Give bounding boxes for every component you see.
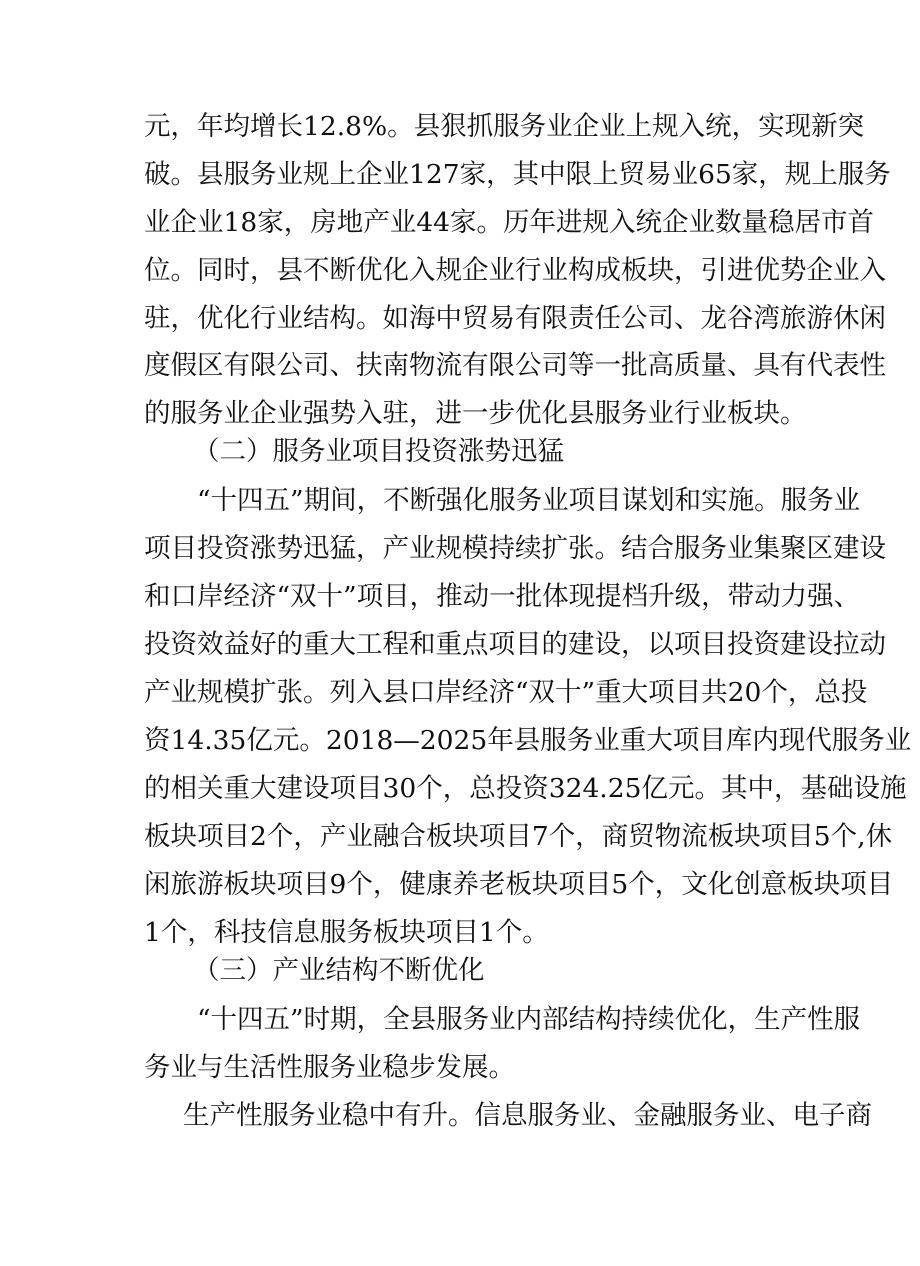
text-line: 破。县服务业规上企业127家，其中限上贸易业65家，规上服务	[144, 159, 891, 190]
text-line: 业企业18家，房地产业44家。历年进规入统企业数量稳居市首	[144, 207, 874, 238]
text-line: 和口岸经济“双十”项目，推动一批体现提档升级，带动力强、	[144, 581, 861, 612]
text-line: 资14.35亿元。2018—2025年县服务业重大项目库内现代服务业	[144, 725, 912, 756]
text-line: 产业规模扩张。列入县口岸经济“双十”重大项目共20个，总投	[144, 677, 868, 708]
text-line: 的相关重大建设项目30个，总投资324.25亿元。其中，基础设施	[144, 773, 907, 804]
text-line: 驻，优化行业结构。如海中贸易有限责任公司、龙谷湾旅游休闲	[144, 303, 886, 334]
text-line: “十四五”期间，不断强化服务业项目谋划和实施。服务业	[197, 485, 861, 516]
text-line: 位。同时，县不断优化入规企业行业构成板块，引进优势企业入	[144, 255, 886, 286]
text-line: 度假区有限公司、扶南物流有限公司等一批高质量、具有代表性	[144, 350, 886, 381]
text-line: 元，年均增长12.8%。县狠抓服务业企业上规入统，实现新突	[144, 111, 865, 142]
text-line: 闲旅游板块项目9个，健康养老板块项目5个，文化创意板块项目	[144, 869, 894, 900]
section-heading-3: （三）产业结构不断优化	[193, 955, 485, 986]
section-heading-2: （二）服务业项目投资涨势迅猛	[193, 436, 564, 467]
text-line: “十四五”时期，全县服务业内部结构持续优化，生产性服	[197, 1004, 861, 1035]
text-line: 板块项目2个，产业融合板块项目7个，商贸物流板块项目5个,休	[144, 821, 893, 852]
text-line: 投资效益好的重大工程和重点项目的建设，以项目投资建设拉动	[144, 629, 886, 660]
text-line: 的服务业企业强势入驻，进一步优化县服务业行业板块。	[144, 398, 807, 429]
text-line: 1个，科技信息服务板块项目1个。	[144, 917, 549, 948]
text-line: 生产性服务业稳中有升。信息服务业、金融服务业、电子商	[183, 1100, 872, 1131]
text-line: 项目投资涨势迅猛，产业规模持续扩张。结合服务业集聚区建设	[144, 533, 886, 564]
text-line: 务业与生活性服务业稳步发展。	[144, 1052, 515, 1083]
